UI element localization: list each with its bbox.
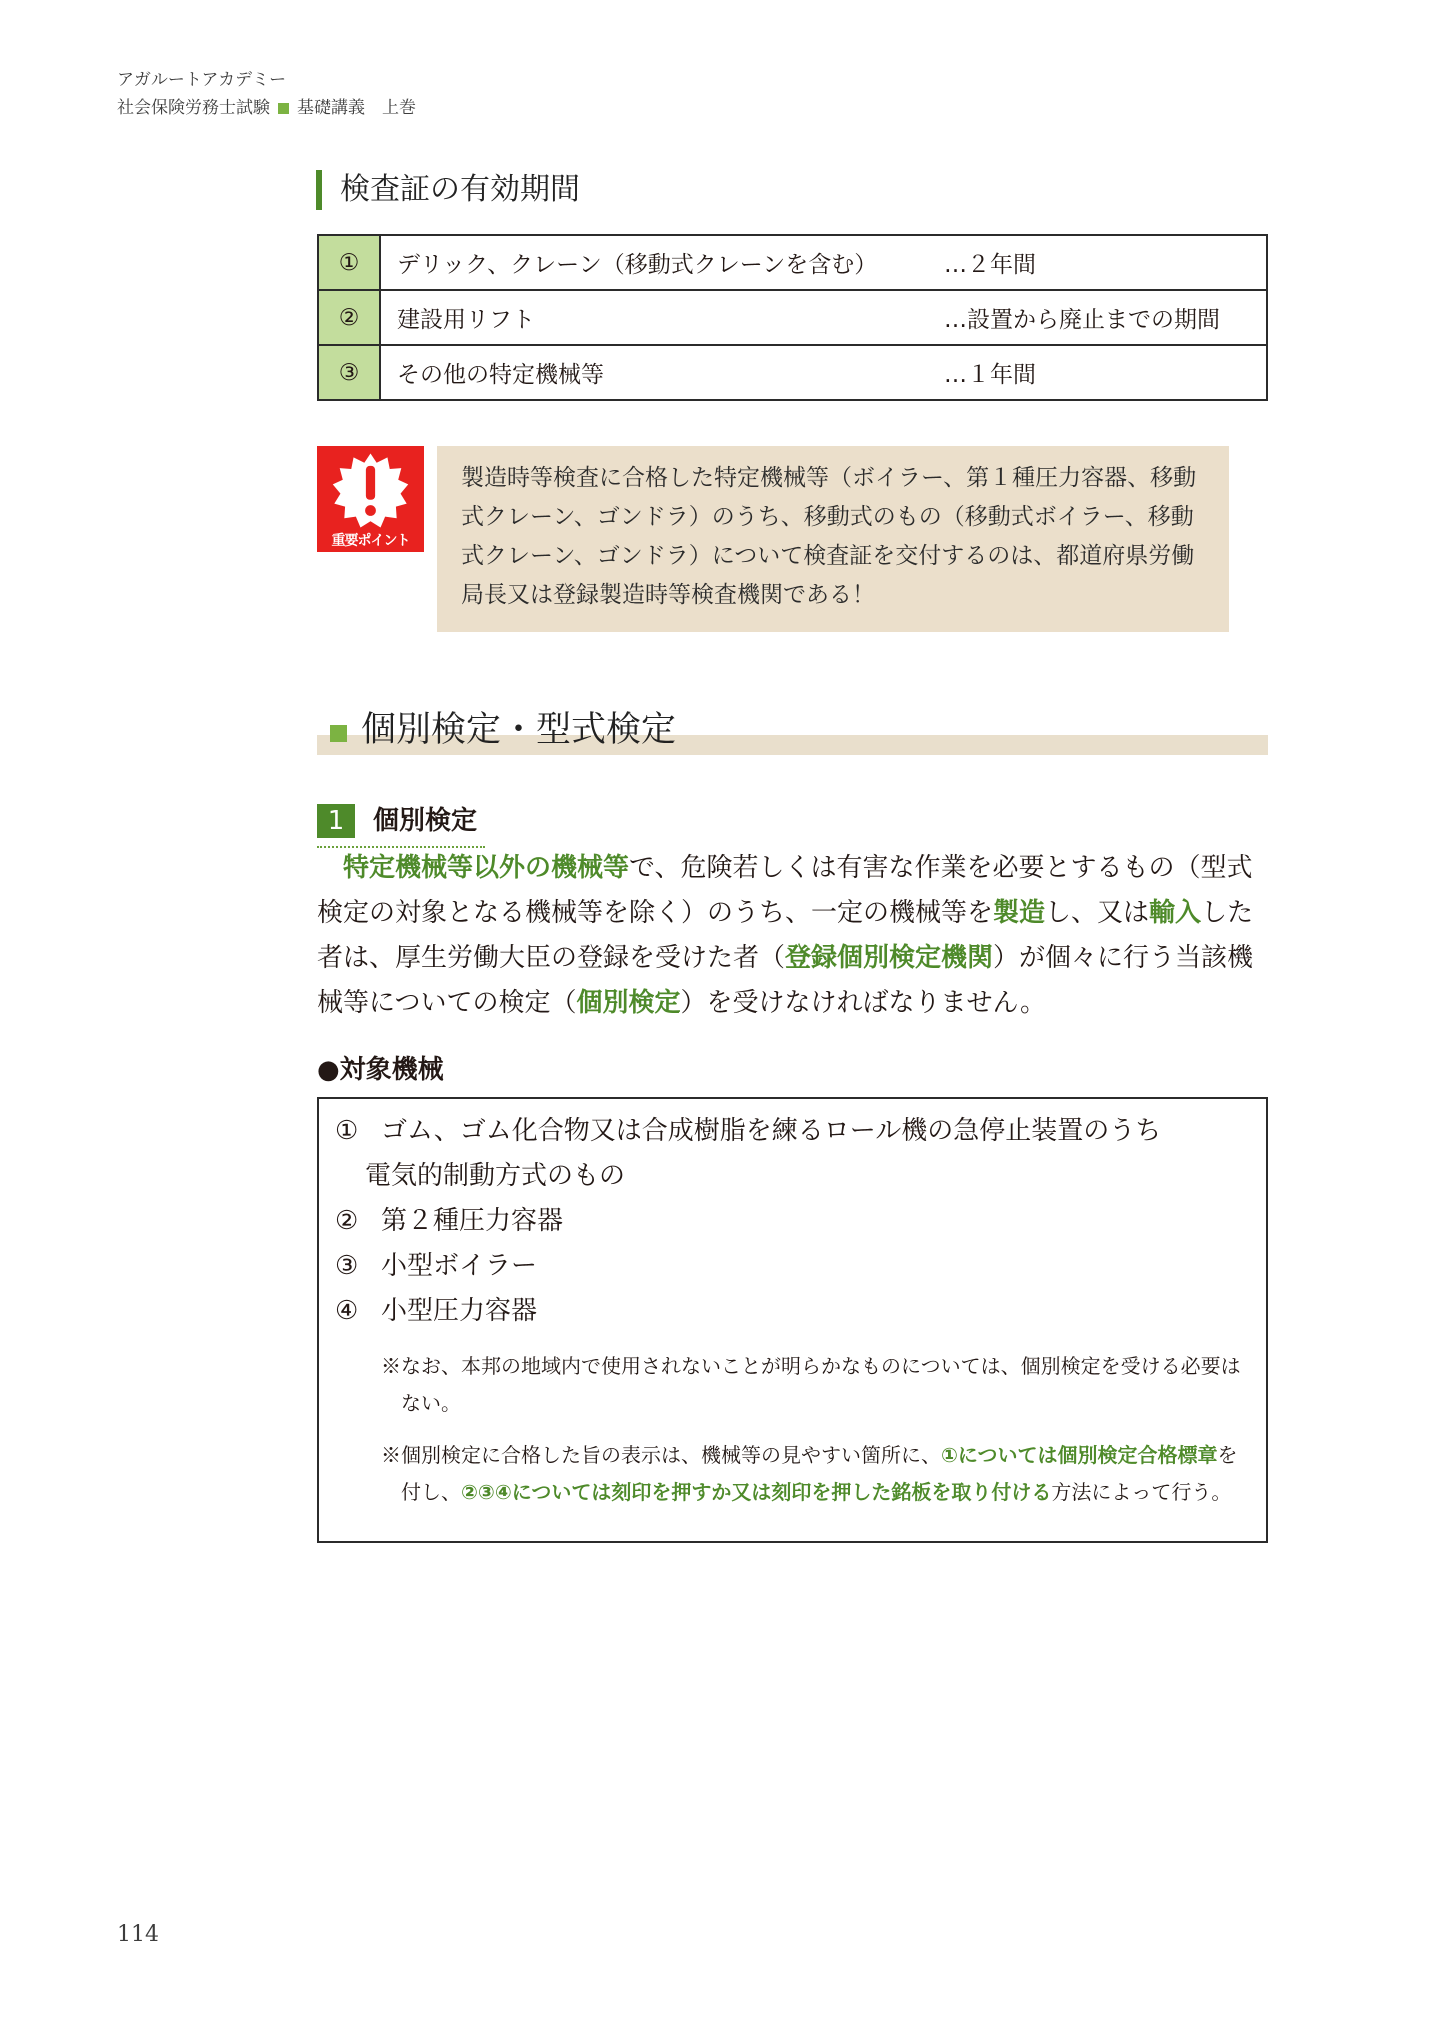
subsection-number: 1 <box>317 804 355 838</box>
burst-icon <box>332 452 409 529</box>
book-title: 社会保険労務士試験 基礎講義 上巻 <box>117 98 416 118</box>
exclamation-badge-icon <box>317 446 424 552</box>
table-row <box>318 235 1267 290</box>
row-number: ③ <box>318 345 380 400</box>
running-header <box>117 66 416 122</box>
important-point-label: 重要ポイント <box>331 533 410 549</box>
heading-square-icon <box>330 725 347 742</box>
section-heading-inspection <box>317 705 1268 755</box>
row-period: …２年間 <box>944 252 1036 278</box>
section-heading-validity: 検査証の有効期間 <box>316 170 580 210</box>
table-row <box>318 345 1267 400</box>
row-item: その他の特定機械等 …１年間 <box>380 345 1267 400</box>
list-item: ④ 小型圧力容器 <box>335 1296 538 1326</box>
body-paragraph: 特定機械等以外の機械等で、危険若しくは有害な作業を必要とするもの（型式検定の対象となる機械等を除く）のうち、一定の機械等を製造し、又は輸入した者は、厚生労働大臣の登録を受けた者（登録個別検定機関）が個々に行う当該機械等についての検定（個別検定）を受けなければなりません。 <box>317 853 1254 1018</box>
note-marking: ※個別検定に合格した旨の表示は、機械等の見やすい箇所に、①については個別検定合格標章を付し、②③④については刻印を押すか又は刻印を押した銘板を取り付ける方法によって行う。 <box>381 1443 1238 1504</box>
targets-box <box>317 1097 1268 1543</box>
section-title: 個別検定・型式検定 <box>361 710 677 750</box>
row-item: デリック、クレーン（移動式クレーンを含む） …２年間 <box>380 235 1267 290</box>
validity-period-table <box>317 234 1268 401</box>
list-item: ② 第２種圧力容器 <box>335 1206 564 1236</box>
row-period: …設置から廃止までの期間 <box>944 307 1220 333</box>
subsection-heading <box>317 804 485 848</box>
row-number: ② <box>318 290 380 345</box>
page-number: 114 <box>117 1922 159 1947</box>
row-number: ① <box>318 235 380 290</box>
targets-heading: ●対象機械 <box>317 1055 444 1085</box>
table-row <box>318 290 1267 345</box>
subsection-title: 個別検定 <box>373 806 478 836</box>
list-item-continued: 電気的制動方式のもの <box>365 1161 626 1191</box>
important-point-box: 製造時等検査に合格した特定機械等（ボイラー、第１種圧力容器、移動式クレーン、ゴンドラ）のうち、移動式のもの（移動式ボイラー、移動式クレーン、ゴンドラ）について検査証を交付するのは、都道府県労働局長又は登録製造時等検査機関である！ <box>437 446 1229 632</box>
row-item: 建設用リフト …設置から廃止までの期間 <box>380 290 1267 345</box>
publisher-name: アガルートアカデミー <box>117 70 287 90</box>
note-foreign: ※なお、本邦の地域内で使用されないことが明らかなものについては、個別検定を受ける必要はない。 <box>381 1354 1241 1415</box>
list-item: ① ゴム、ゴム化合物又は合成樹脂を練るロール機の急停止装置のうち <box>335 1116 1162 1146</box>
row-period: …１年間 <box>944 362 1036 388</box>
bullet-square-icon <box>278 103 289 114</box>
list-item: ③ 小型ボイラー <box>335 1251 538 1281</box>
